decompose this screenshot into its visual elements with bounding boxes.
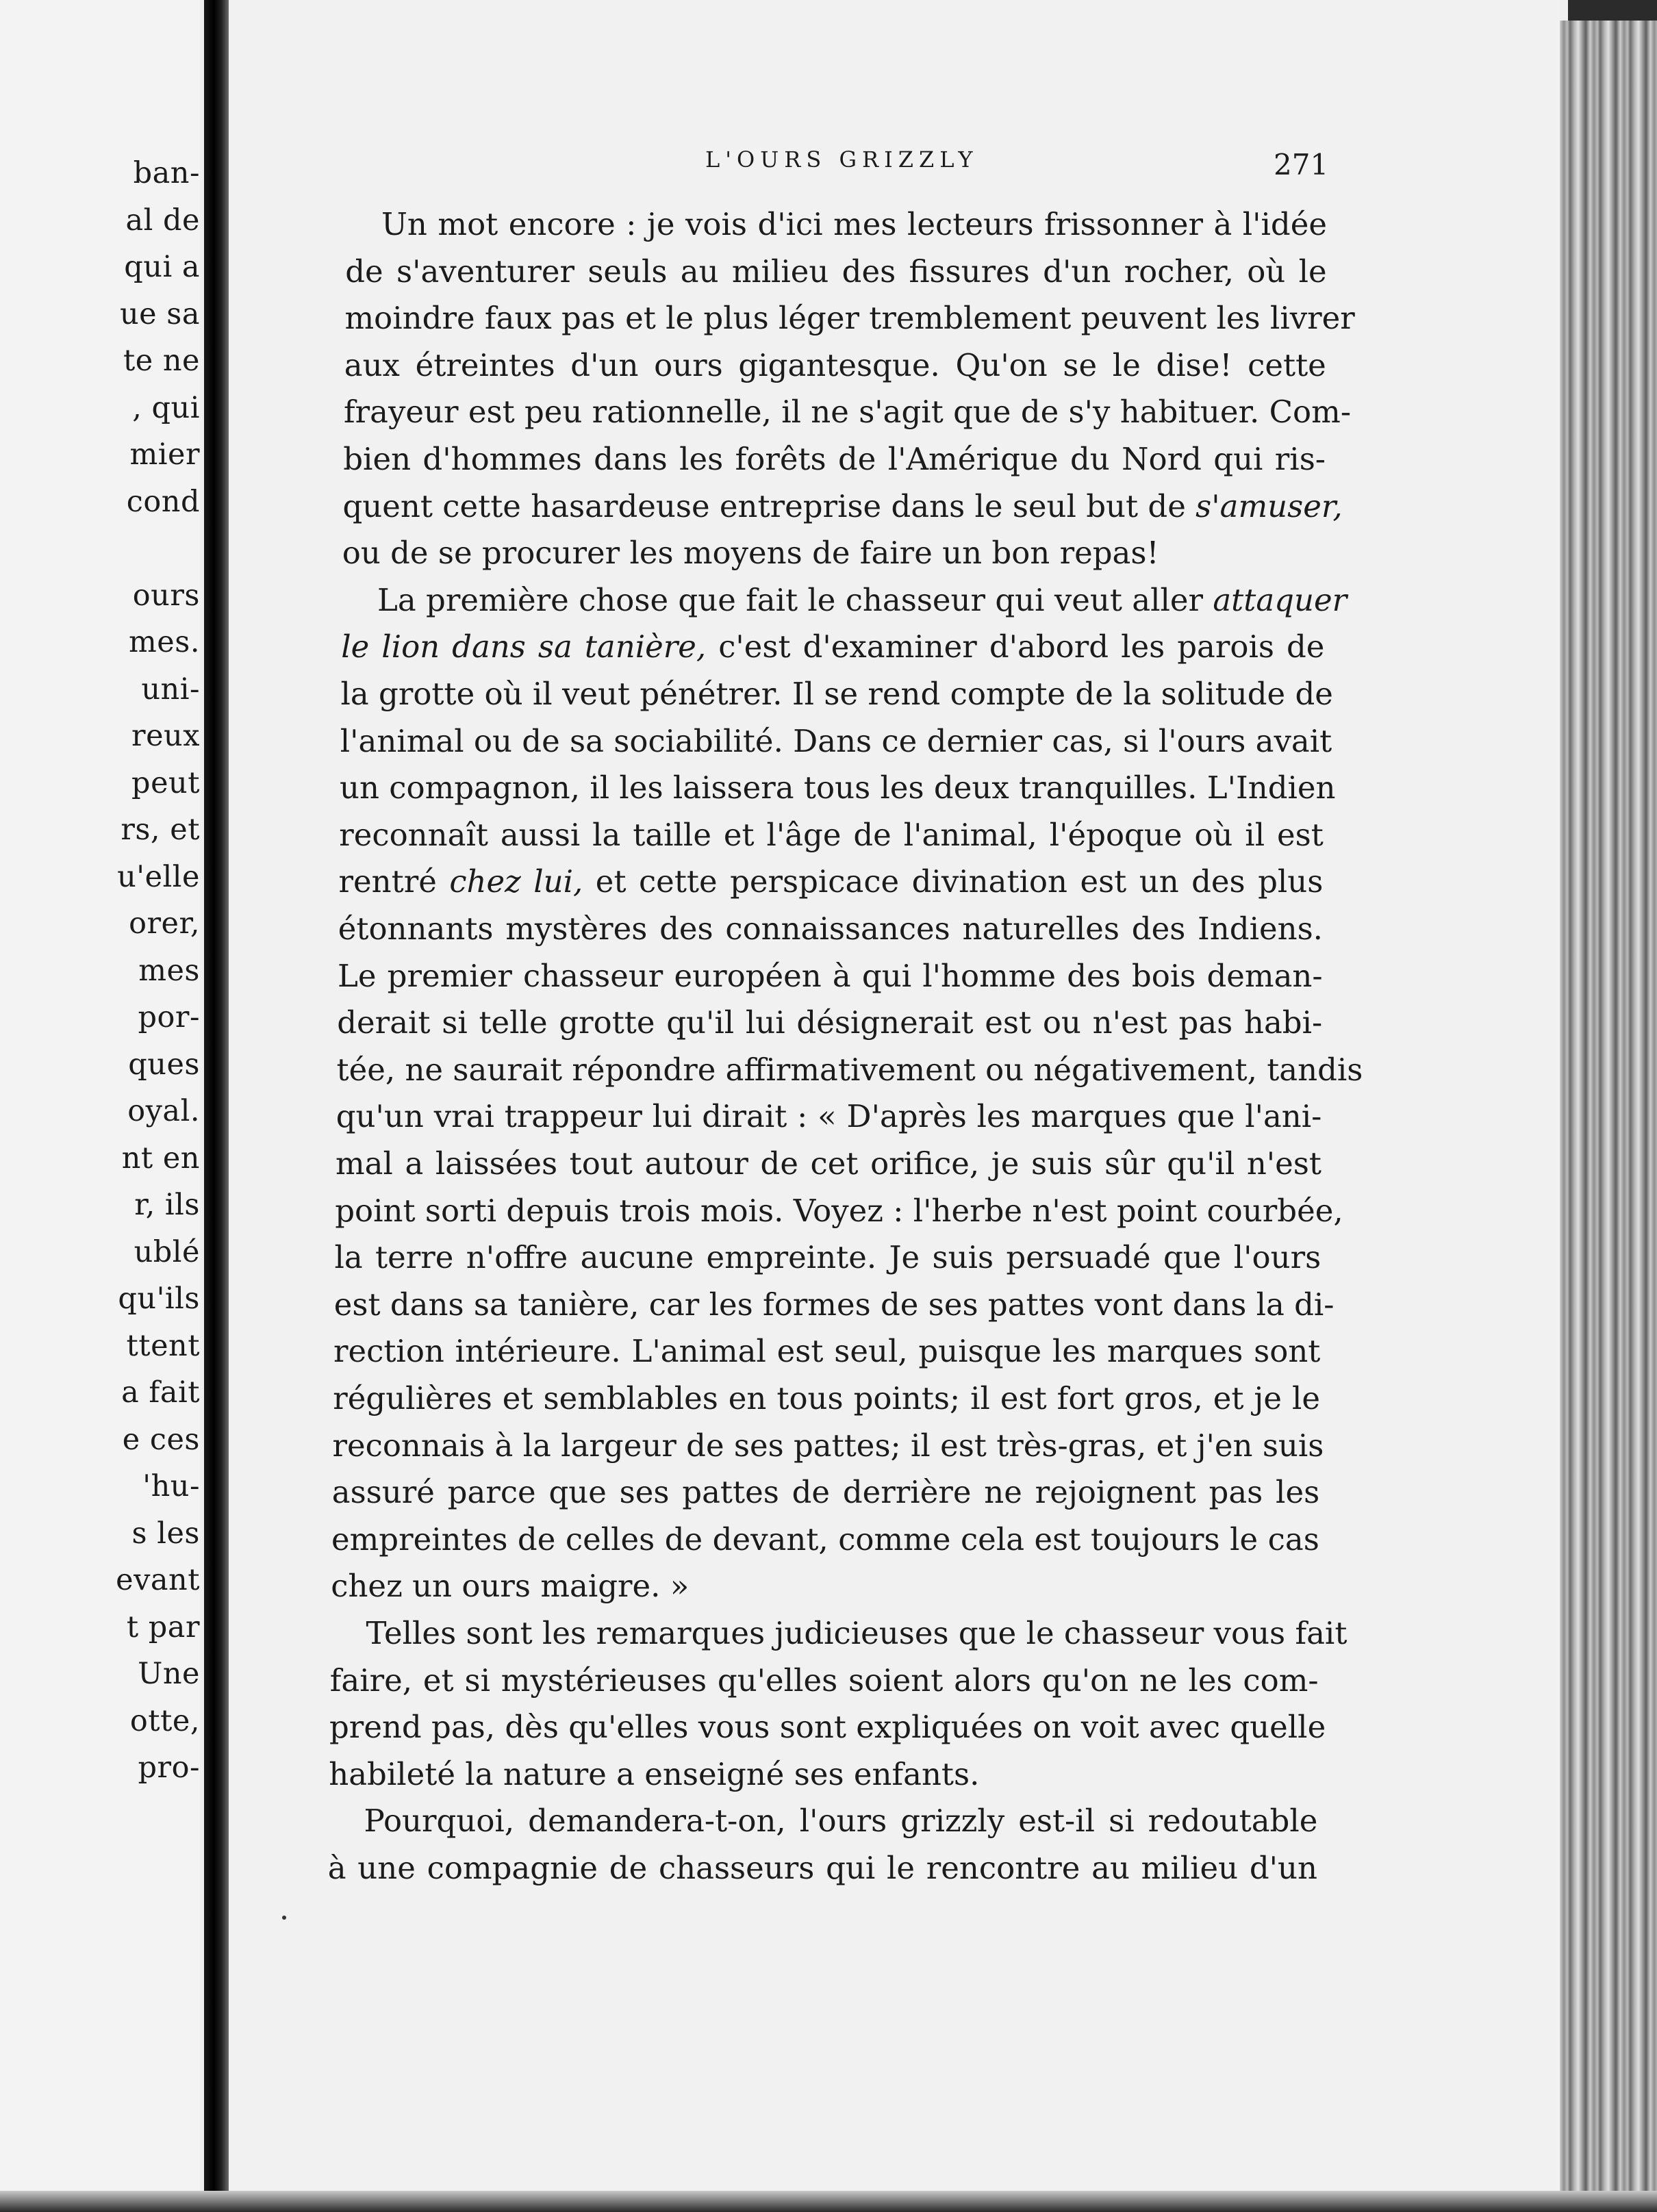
left-page-line: mes. — [129, 625, 200, 659]
line-text: est dans sa tanière, car les formes de ses pattes vont dans la di- — [333, 1286, 1335, 1323]
line-text: la terre n'offre aucune empreinte. Je suis persuadé que l'ours — [334, 1239, 1321, 1276]
text-line — [331, 1474, 1320, 1511]
left-page-line: por- — [138, 1000, 200, 1034]
text-line — [344, 300, 1355, 337]
line-text: un compagnon, il les laissera tous les deux tranquilles. L'Indien — [340, 770, 1336, 806]
text-line — [344, 346, 1326, 383]
text-line — [340, 722, 1332, 759]
left-page-line: e ces — [122, 1422, 200, 1457]
text-line — [345, 253, 1327, 290]
line-text: à une compagnie de chasseurs qui le rencontre au milieu d'un — [327, 1850, 1317, 1886]
line-text: assuré parce que ses pattes de derrière ne rejoignent pas les — [331, 1474, 1320, 1511]
text-line — [333, 1333, 1321, 1370]
left-page-line: s les — [131, 1516, 200, 1551]
line-text: derait si telle grotte qu'il lui désignerait est ou n'est pas habi- — [337, 1004, 1323, 1041]
text-line — [341, 628, 1325, 665]
line-text: et cette perspicace divination est un des plus — [583, 863, 1324, 900]
line-text: la grotte où il veut pénétrer. Il se rend compte de la solitude de — [340, 676, 1333, 712]
text-line — [336, 1098, 1322, 1135]
text-line — [329, 1709, 1326, 1746]
italic-text: le lion dans sa tanière, — [341, 628, 707, 665]
text-line — [340, 676, 1333, 712]
left-page-line: Une — [138, 1657, 200, 1691]
text-line — [335, 1192, 1343, 1229]
left-page-line: otte, — [129, 1703, 200, 1738]
bottom-edge — [0, 2191, 1657, 2212]
text-line — [342, 487, 1343, 524]
left-page-line: oyal. — [127, 1094, 200, 1128]
line-text: rentré — [338, 863, 450, 900]
italic-text: chez lui, — [449, 863, 583, 900]
line-text: qu'un vrai trappeur lui dirait : « D'après les marques que l'ani- — [336, 1098, 1322, 1135]
text-line — [329, 1755, 1318, 1792]
left-page-line: al de — [125, 203, 200, 238]
text-line — [377, 581, 1348, 618]
left-page-line: ue sa — [119, 296, 200, 331]
left-page-line: qu'ils — [118, 1282, 200, 1316]
left-page-line: peut — [131, 765, 200, 800]
left-page-line: uni- — [141, 672, 200, 707]
line-text: reconnais à la largeur de ses pattes; il est très-gras, et j'en suis — [332, 1427, 1324, 1464]
text-line — [337, 1004, 1323, 1041]
left-page-line: evant — [116, 1563, 200, 1597]
line-text: Le premier chasseur européen à qui l'homme des bois deman- — [338, 957, 1323, 994]
left-page-line: orer, — [129, 906, 200, 941]
left-page-line: ours — [132, 578, 200, 613]
text-line — [342, 535, 1325, 572]
text-line — [344, 394, 1352, 431]
text-line — [329, 1662, 1319, 1699]
text-line — [333, 1286, 1335, 1323]
text-line — [336, 1145, 1321, 1182]
page-edge-top — [1568, 0, 1657, 21]
line-text: rection intérieure. L'animal est seul, puisque les marques sont — [333, 1333, 1321, 1370]
line-text: ou de se procurer les moyens de faire un bon repas! — [342, 535, 1159, 572]
left-page-line: nt en — [121, 1141, 200, 1175]
text-line — [364, 1803, 1318, 1840]
left-page-line: t par — [126, 1610, 200, 1644]
left-page-line: ban- — [133, 156, 200, 190]
line-text: prend pas, dès qu'elles vous sont expliquées on voit avec quelle — [329, 1709, 1326, 1746]
left-page-line: reux — [131, 719, 200, 753]
left-page-line: a fait — [121, 1375, 200, 1410]
text-line — [334, 1239, 1321, 1276]
line-text: chez un ours maigre. » — [331, 1568, 690, 1605]
running-head: L'OURS GRIZZLY — [705, 147, 978, 173]
text-line — [336, 1051, 1363, 1088]
ink-speck — [282, 1916, 286, 1920]
left-page-line: mes — [138, 953, 200, 988]
line-text: habileté la nature a enseigné ses enfants. — [329, 1755, 980, 1792]
text-line — [338, 911, 1323, 947]
book-gutter — [204, 0, 229, 2212]
line-text: tée, ne saurait répondre affirmativement ou négativement, tandis — [336, 1051, 1363, 1088]
line-text: bien d'hommes dans les forêts de l'Amérique du Nord qui ris- — [343, 441, 1326, 477]
left-page-line: pro- — [138, 1751, 200, 1785]
left-page-line: cond — [126, 484, 200, 519]
left-page-line: mier — [129, 437, 200, 472]
line-text: moindre faux pas et le plus léger tremblement peuvent les livrer — [344, 300, 1355, 337]
text-line — [332, 1427, 1324, 1464]
line-text: Un mot encore : je vois d'ici mes lecteurs frissonner à l'idée — [381, 206, 1327, 242]
text-line — [331, 1521, 1319, 1558]
left-page-line: rs, et — [121, 813, 200, 847]
line-text: mal a laissées tout autour de cet orifice, je suis sûr qu'il n'est — [336, 1145, 1321, 1182]
left-page-line: u'elle — [117, 859, 200, 894]
left-page-line: ttent — [126, 1328, 200, 1363]
text-line — [333, 1380, 1320, 1416]
line-text: Pourquoi, demandera-t-on, l'ours grizzly est-il si redoutable — [364, 1803, 1318, 1840]
left-page-line: ublé — [134, 1234, 200, 1269]
italic-text: s'amuser, — [1196, 487, 1343, 524]
line-text: Telles sont les remarques judicieuses que le chasseur vous fait — [366, 1615, 1348, 1651]
text-line — [343, 441, 1326, 477]
line-text: régulières et semblables en tous points; il est fort gros, et je le — [333, 1380, 1320, 1416]
text-line — [340, 770, 1336, 806]
line-text: faire, et si mystérieuses qu'elles soient alors qu'on ne les com- — [329, 1662, 1319, 1699]
page-edges — [1560, 21, 1657, 2191]
line-text: quent cette hasardeuse entreprise dans le seul but de — [342, 487, 1196, 524]
italic-text: attaquer — [1213, 581, 1348, 618]
left-page-line: qui a — [124, 250, 200, 284]
text-line — [366, 1615, 1348, 1651]
page-number: 271 — [1274, 148, 1329, 181]
text-line — [331, 1568, 1319, 1605]
line-text: de s'aventurer seuls au milieu des fissures d'un rocher, où le — [345, 253, 1327, 290]
line-text: reconnaît aussi la taille et l'âge de l'animal, l'époque où il est — [339, 816, 1324, 853]
line-text: point sorti depuis trois mois. Voyez : l'herbe n'est point courbée, — [335, 1192, 1343, 1229]
line-text: empreintes de celles de devant, comme cela est toujours le cas — [331, 1521, 1319, 1558]
text-line — [381, 206, 1327, 242]
line-text: étonnants mystères des connaissances naturelles des Indiens. — [338, 911, 1323, 947]
line-text: c'est d'examiner d'abord les parois de — [706, 628, 1325, 665]
line-text: La première chose que fait le chasseur qui veut aller — [377, 581, 1213, 618]
left-page-line: r, ils — [134, 1188, 200, 1222]
left-page-line: 'hu- — [142, 1469, 200, 1503]
left-page-line: ques — [128, 1047, 200, 1082]
text-line — [338, 957, 1323, 994]
left-page-line: te ne — [123, 344, 200, 378]
text-line — [338, 863, 1324, 900]
text-line — [327, 1850, 1317, 1886]
left-page-line: , qui — [132, 390, 200, 425]
line-text: l'animal ou de sa sociabilité. Dans ce dernier cas, si l'ours avait — [340, 722, 1332, 759]
line-text: aux étreintes d'un ours gigantesque. Qu'on se le dise! cette — [344, 346, 1326, 383]
line-text: frayeur est peu rationnelle, il ne s'agit que de s'y habituer. Com- — [344, 394, 1352, 431]
text-line — [339, 816, 1324, 853]
left-page-fragment — [0, 0, 200, 2212]
